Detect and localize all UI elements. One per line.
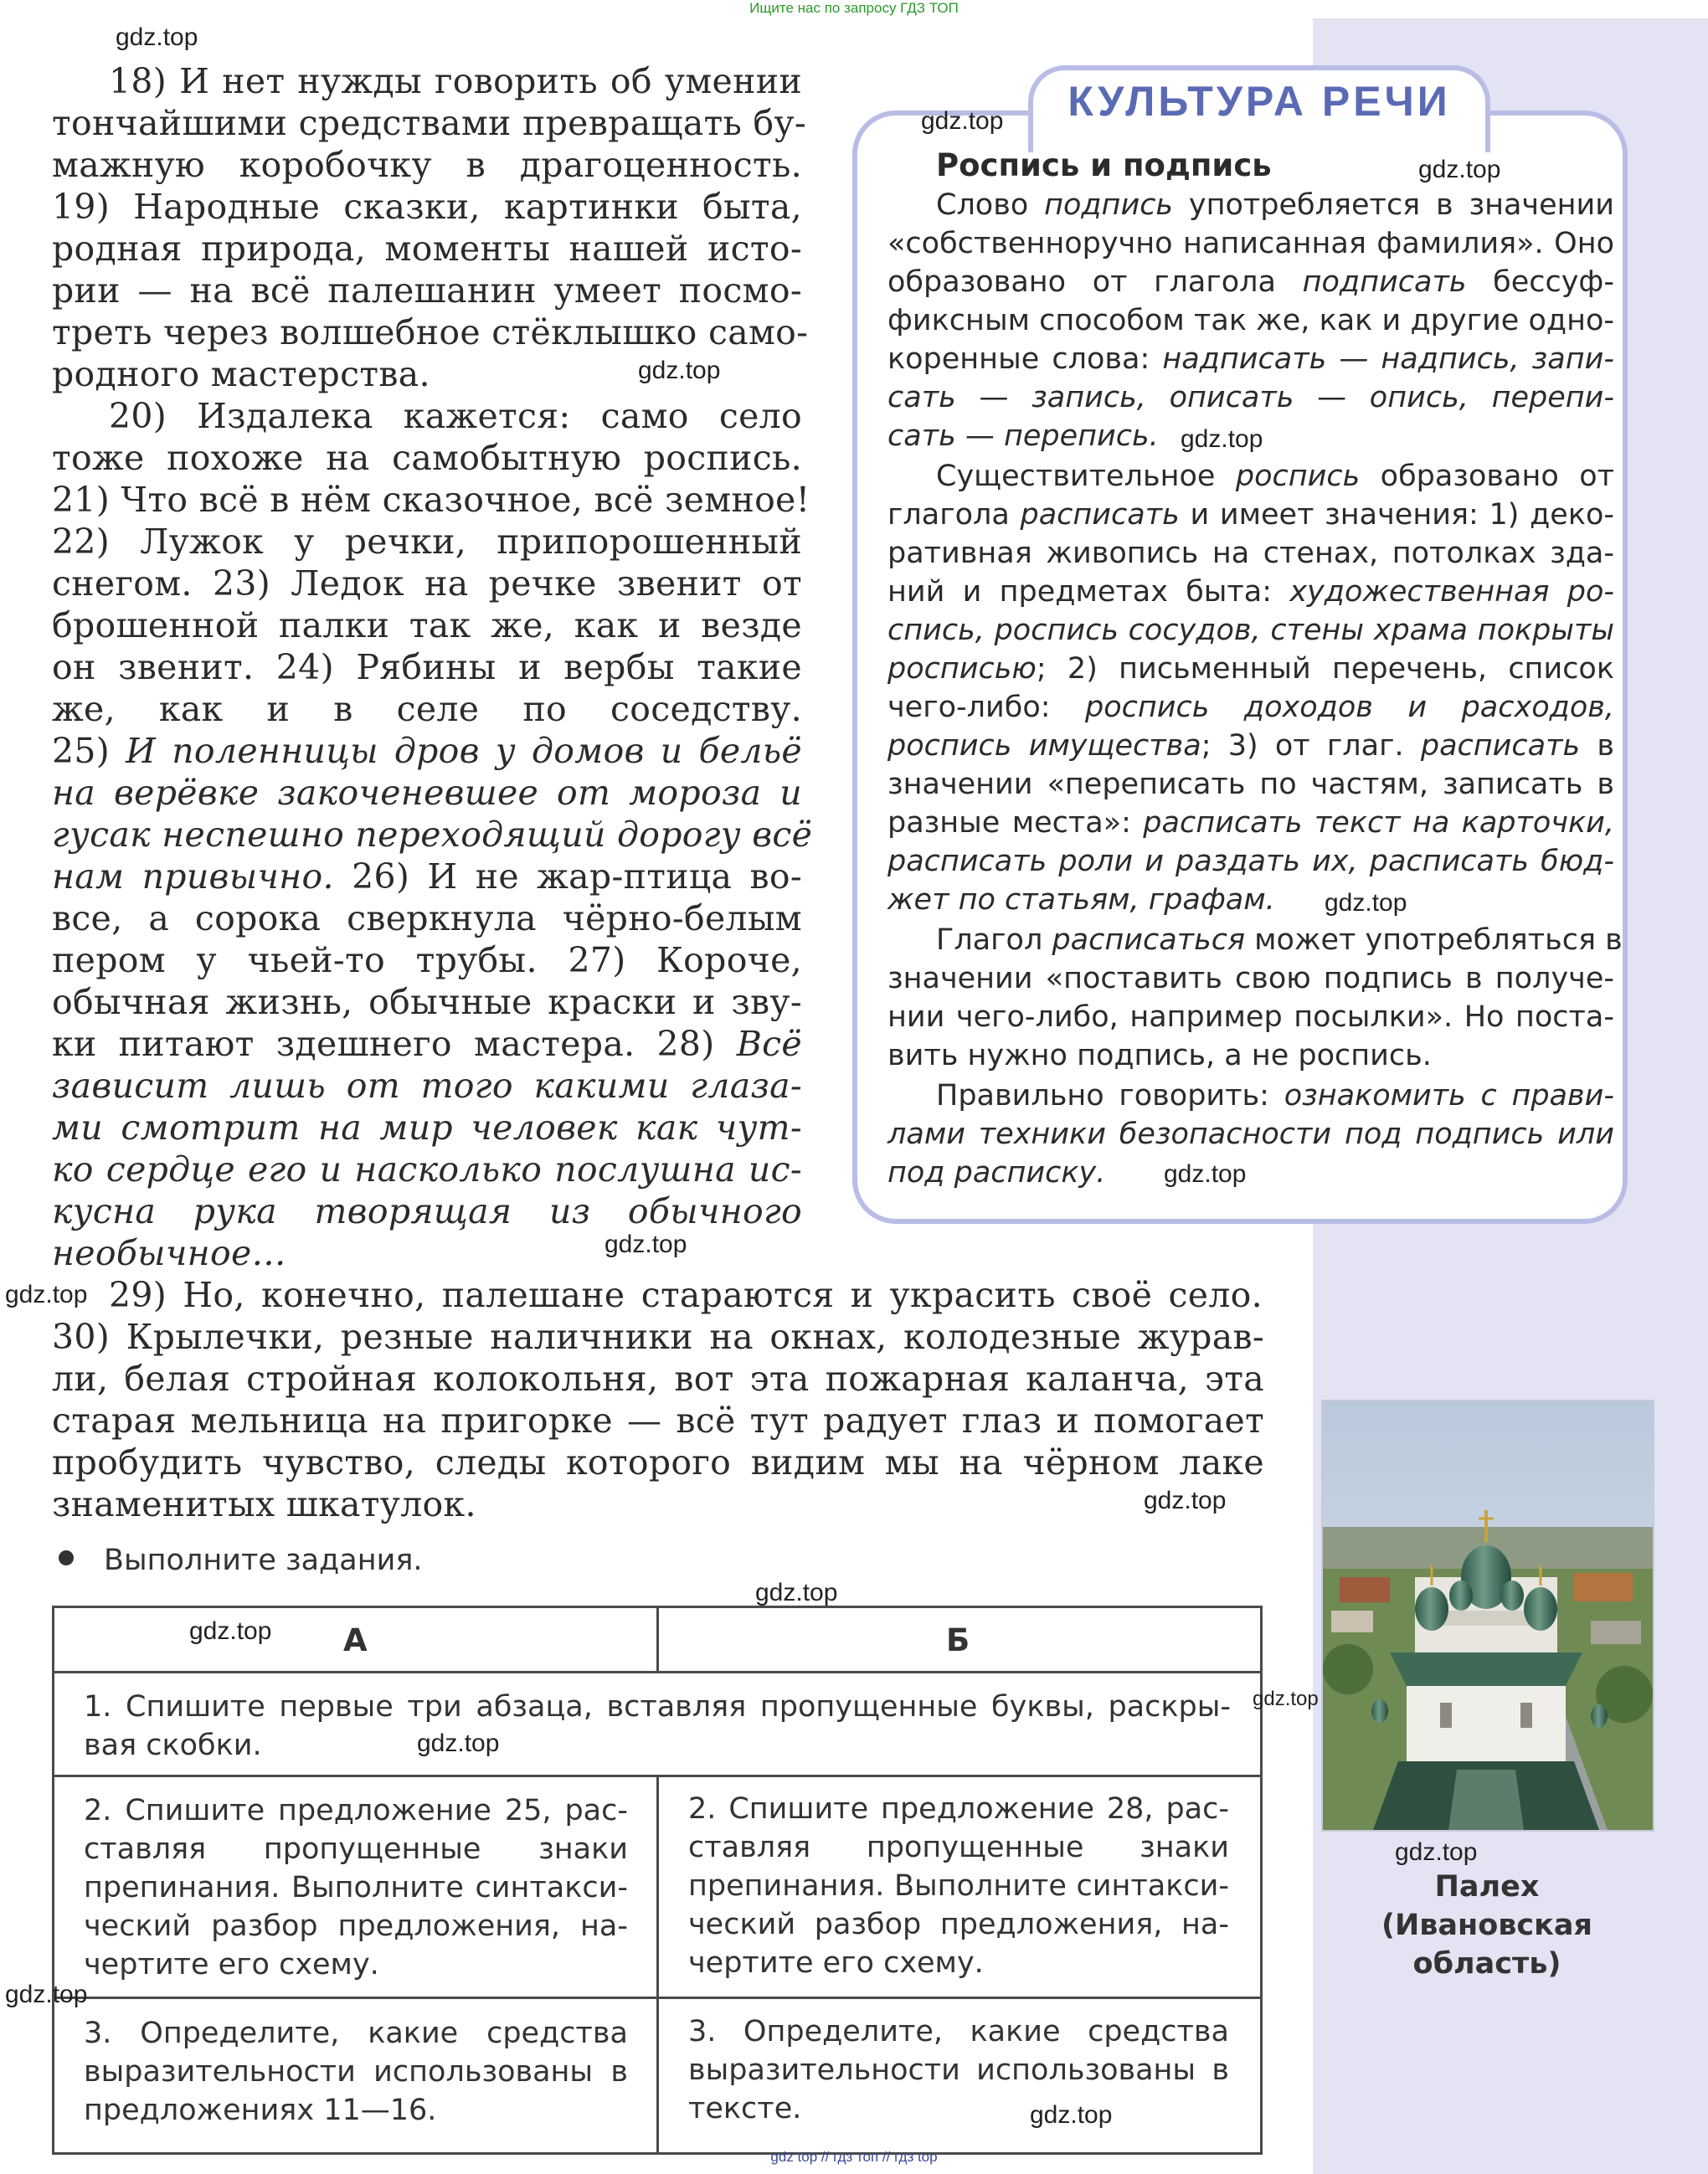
culture-line [887,340,1614,378]
text-line: обычная жизнь, обычные краски и зву- [52,982,802,1022]
italic-run: надписать — надпись, запи- [1162,342,1614,376]
task-line: препинания. Выполните синтакси- [688,1869,1229,1903]
text-line [52,856,802,897]
text-line: снегом. 23) Ледок на речке звенит от [52,563,802,604]
culture-line: значении «поставить свою подпись в получе- [887,962,1614,995]
text-line [52,730,802,772]
text-run: чего-либо: [887,691,1086,724]
task-line: 2. Спишите предложение 25, рас- [84,1794,628,1827]
watermark: gdz.top [1164,1160,1247,1188]
italic-run: расписать [1420,729,1581,763]
task-line: выразительности использованы в [688,2053,1229,2087]
culture-line: спись, роспись сосудов, стены храма покрыты [887,614,1614,647]
text-line: 21) Что всё в нём сказочное, всё земное! [52,480,810,520]
watermark: gdz.top [604,1231,687,1258]
italic-run: расписать текст на карточки, [1143,806,1614,840]
italic-run: расписать [1020,498,1180,532]
photo-caption-line: (Ивановская [1381,1909,1593,1942]
text-line: тончайшими средствами превращать бу- [52,103,807,143]
text-line: все, а сорока сверкнула чёрно-белым [52,898,802,938]
text-run: образовано от глагола [887,265,1303,299]
text-line: необычное… [52,1233,286,1273]
watermark: gdz.top [1395,1838,1478,1866]
culture-line: жет по статьям, графам. [887,883,1275,917]
text-line: 18) И нет нужды говорить об умении [109,61,802,101]
text-line: мажную коробочку в драгоценность. [52,145,802,185]
text-line [52,1023,802,1065]
text-line: на верёвке закоченевшее от мороза и [52,773,802,813]
text-line: кусна рука творящая из обычного [52,1191,802,1231]
watermark: gdz.top [116,23,198,51]
watermark: gdz.top [5,1981,88,2008]
culture-line: сать — запись, описать — опись, перепи- [887,381,1614,414]
culture-line: «собственноручно написанная фамилия». Оно [887,227,1614,260]
palekh-photo [1321,1400,1654,1832]
task-line: 3. Определите, какие средства [688,2015,1229,2048]
culture-line [887,727,1614,765]
text-run: употребляется в значении [1173,188,1614,222]
culture-line [887,688,1614,727]
text-line: 19) Народные сказки, картинки быта, [52,187,802,227]
text-run: может употребляться в [1245,923,1623,957]
watermark: gdz.top [189,1617,272,1645]
text-line: родного мастерства. [52,354,430,394]
italic-run: художественная ро- [1289,575,1614,609]
culture-line [936,186,1614,224]
culture-line [887,573,1614,611]
culture-line: лами техники безопасности под подпись или [887,1118,1614,1151]
tasks-prompt: Выполните задания. [104,1544,423,1577]
task-line: ческий разбор предложения, на- [84,1909,628,1943]
task-line: ставляя пропущенные знаки [84,1832,628,1866]
watermark: gdz.top [1030,2101,1113,2129]
text-run: 26) И не жар-птица во- [333,856,803,897]
task-line: чертите его схему. [688,1946,984,1980]
watermark: gdz.top [5,1281,88,1308]
text-line: зависит лишь от того какими глаза- [52,1066,802,1106]
text-line: пером у чьей-то трубы. 27) Короче, [52,940,802,980]
italic-run: ознакомить с прави- [1284,1079,1614,1113]
bullet-icon [59,1550,74,1565]
text-line: гусак неспешно переходящий дорогу всё [52,815,813,855]
text-line: тоже похоже на самобытную роспись. [52,438,802,478]
photo-caption-line: область) [1412,1947,1561,1981]
text-line: ми смотрит на мир человек как чут- [52,1108,802,1148]
italic-run: нам привычно. [52,856,334,897]
column-header-b: Б [946,1622,970,1658]
task-line: выразительности использованы в [84,2055,628,2089]
italic-run: роспись доходов и расходов, [1085,691,1614,724]
table-divider [656,1606,659,1673]
text-run: в [1580,729,1614,763]
text-line: 30) Крылечки, резные наличники на окнах, колодезные журав- [52,1317,1264,1357]
palekh-church-illustration [1323,1401,1653,1830]
watermark: gdz.top [1418,156,1501,183]
task-line: ставляя пропущенные знаки [688,1831,1229,1864]
watermark: gdz.top [1144,1487,1227,1514]
culture-line [936,457,1614,496]
text-run: разные места»: [887,806,1144,840]
text-line: пробудить чувство, следы которого видим мы на чёрном лаке [52,1442,1264,1483]
text-run: бессуф- [1466,265,1614,299]
text-run: ний и предметах быта: [887,575,1290,609]
task-line: тексте. [688,2092,802,2125]
culture-line [936,921,1623,959]
text-line: же, как и в селе по соседству. [52,689,802,729]
text-line: родная природа, моменты нашей исто- [52,229,802,269]
task-line: препинания. Выполните синтакси- [84,1871,628,1904]
table-divider [656,1775,659,2155]
text-line: знаменитых шкатулок. [52,1484,476,1524]
culture-line: расписать роли и раздать их, расписать бюд- [887,845,1614,878]
culture-line: нии чего-либо, например посылки». Но поста- [887,1000,1614,1034]
watermark: gdz.top [1181,425,1263,453]
text-run: 25) [52,731,126,771]
footer-links[interactable]: gdz top // гдз топ // гдз top [770,2149,938,2165]
task-line: 1. Спишите первые три абзаца, вставляя пропущенные буквы, раскры- [84,1690,1231,1724]
culture-line: ративная живопись на стенах, потолках зда- [887,537,1614,570]
text-run: Правильно говорить: [936,1079,1284,1113]
watermark: gdz.top [417,1729,500,1757]
text-line: ко сердце его и насколько послушна ис- [52,1149,802,1190]
italic-run: расписаться [1052,923,1246,957]
text-run: ; 3) от глаг. [1201,729,1421,763]
task-line: ческий разбор предложения, на- [688,1908,1229,1941]
culture-title: КУЛЬТУРА РЕЧИ [1068,78,1451,125]
task-line: чертите его схему. [84,1948,379,1981]
italic-run: И поленницы дров у домов и бельё [126,731,802,771]
culture-line [887,263,1614,301]
text-run: образовано от [1360,460,1614,493]
italic-run: подписать [1302,265,1467,299]
task-line: вая скобки. [84,1729,262,1762]
culture-line: вить нужно подпись, а не роспись. [887,1039,1432,1072]
watermark: gdz.top [638,357,721,384]
culture-line [936,1077,1614,1115]
text-run: Слово [936,188,1045,222]
text-line: он звенит. 24) Рябины и вербы такие [52,647,802,687]
watermark: gdz.top [1253,1688,1319,1710]
top-search-hint: Ищите нас по запросу ГДЗ ТОП [749,0,959,16]
italic-run: роспись имущества [887,729,1201,763]
watermark: gdz.top [1325,889,1407,917]
column-header-a: А [343,1622,368,1658]
watermark: gdz.top [921,107,1004,135]
italic-run: Всё [736,1024,802,1064]
text-line: брошенной палки так же, как и везде [52,605,802,645]
text-line: треть через волшебное стёклышко само- [52,312,809,352]
watermark: gdz.top [755,1579,838,1606]
task-line: предложениях 11—16. [84,2094,437,2127]
culture-line [887,496,1614,534]
photo-caption-line: Палех [1434,1870,1540,1904]
text-line: 29) Но, конечно, палешане стараются и украсить своё село. [109,1275,1263,1315]
text-run: ; 2) письменный перечень, список [1036,652,1614,686]
text-line: старая мельница на пригорке — всё тут радует глаз и помогает [52,1401,1264,1441]
text-run: глагола [887,498,1021,532]
text-run: и имеет значения: 1) деко- [1179,498,1614,532]
text-run: коренные слова: [887,342,1163,376]
italic-run: роспись [1235,460,1361,493]
culture-line [887,804,1614,842]
text-line: 22) Лужок у речки, припорошенный [52,522,802,562]
text-run: Глагол [936,923,1052,957]
text-run: ки питают здешнего мастера. 28) [52,1024,737,1064]
task-line: 2. Спишите предложение 28, рас- [688,1792,1229,1826]
culture-line [887,650,1614,688]
culture-line: фиксным способом так же, как и другие одно- [887,304,1614,337]
culture-line: значении «переписать по частям, записать в [887,768,1614,801]
text-line: рии — на всё палешанин умеет посмо- [52,270,802,311]
text-line: ли, белая стройная колокольня, вот эта пожарная каланча, эта [52,1359,1264,1399]
culture-line: под расписку. [887,1156,1106,1190]
italic-run: подпись [1044,188,1174,222]
task-line: 3. Определите, какие средства [84,2017,628,2050]
culture-heading: Роспись и подпись [936,147,1272,183]
text-line: 20) Издалека кажется: само село [109,396,802,436]
culture-line: сать — перепись. [887,419,1159,453]
italic-run: росписью [887,652,1037,686]
text-run: Существительное [936,460,1236,493]
